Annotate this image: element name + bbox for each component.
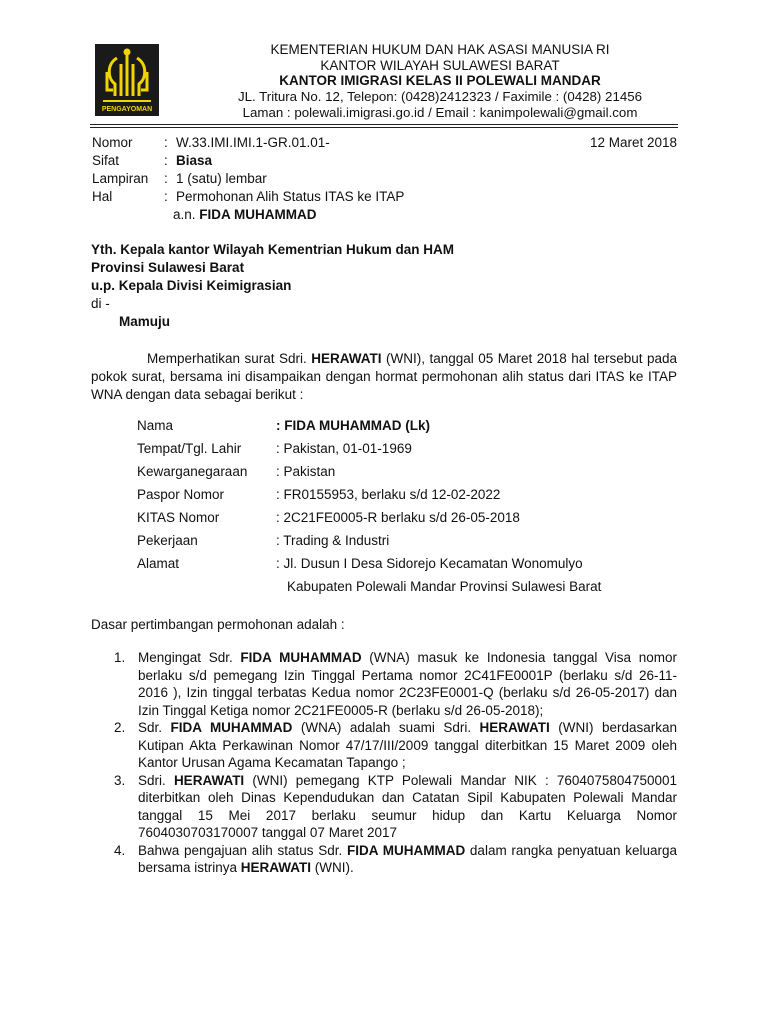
lampiran-label: Lampiran [92, 171, 149, 186]
letterhead-divider-thin [90, 127, 678, 128]
recipient-city: Mamuju [119, 314, 171, 329]
list-text: Mengingat Sdr. [138, 650, 241, 665]
data-value: : FIDA MUHAMMAD (Lk) [276, 418, 430, 433]
bold-name: FIDA MUHAMMAD [347, 842, 466, 858]
recipient-line-2: Provinsi Sulawesi Barat [91, 260, 245, 275]
sifat-label: Sifat [92, 153, 120, 168]
list-number: 1. [114, 650, 126, 665]
data-label: Kewarganegaraan [137, 464, 248, 479]
list-text: dalam rangka penyatuan keluarga bersama istrinya [138, 842, 677, 875]
nomor-label: Nomor [92, 135, 133, 150]
list-number: 4. [114, 842, 126, 858]
sifat-colon: : [164, 153, 168, 168]
letterhead-line-ministry: KEMENTERIAN HUKUM DAN HAK ASASI MANUSIA RI [270, 42, 610, 57]
data-value: : Pakistan [276, 464, 336, 479]
letter-date: 12 Maret 2018 [589, 135, 677, 150]
list-text: (WNI) berdasarkan Kutipan Akta Perkawinan Nomor 47/17/III/2009 tanggal diterbitkan 15 Maret 2009 oleh Kantor Urusan Agama Kecamatan Tapango ; [138, 720, 677, 770]
basis-heading: Dasar pertimbangan permohonan adalah : [91, 617, 345, 632]
letterhead-line-web-email: Laman : polewali.imigrasi.go.id / Email : kanimpolewali@gmail.com [242, 105, 638, 120]
lampiran-colon: : [164, 171, 168, 186]
bold-name: HERAWATI [479, 720, 550, 735]
bold-name: FIDA MUHAMMAD [170, 720, 293, 735]
hal-an-name: FIDA MUHAMMAD [199, 207, 317, 222]
basis-list-item [91, 772, 677, 842]
data-label: Alamat [137, 556, 180, 571]
hal-an [173, 207, 317, 222]
nomor-colon: : [164, 135, 168, 150]
recipient-line-4: di - [91, 296, 110, 311]
data-label: Nama [137, 418, 174, 433]
list-text: (WNA) masuk ke Indonesia tanggal Visa nomor berlaku s/d pemegang Izin Tinggal Pertama nomor 2C41FE0001P (berlaku s/d 26-11-2016 ), Izin tinggal terbatas Kedua nomor 2C23FE0001-Q (berlaku s/d 26-05-2017) dan Izin Tinggal Ketiga nomor 2C21FE0005-R (berlaku s/d 26-05-2018); [138, 650, 677, 718]
letterhead-line-regional-office: KANTOR WILAYAH SULAWESI BARAT [320, 58, 560, 73]
basis-list-item [91, 842, 677, 877]
list-number: 2. [114, 720, 126, 735]
basis-list [91, 649, 677, 877]
hal-an-prefix: a.n. [173, 207, 196, 222]
sifat-value: Biasa [176, 153, 213, 168]
data-value-continued: Kabupaten Polewali Mandar Provinsi Sulawesi Barat [287, 579, 602, 594]
ministry-logo [95, 44, 159, 116]
recipient-line-3: u.p. Kepala Divisi Keimigrasian [91, 278, 292, 293]
list-text: Bahwa pengajuan alih status Sdr. [138, 842, 347, 858]
recipient-line-1: Yth. Kepala kantor Wilayah Kementrian Hukum dan HAM [91, 242, 454, 257]
list-text: (WNI) pemegang KTP Polewali Mandar NIK : 7604075804750001 diterbitkan oleh Dinas Kependudukan dan Catatan Sipil Kabupaten Polewali Mandar tanggal 15 Mei 2017 berlaku seumur hidup dan Kartu Keluarga Nomor 7604030703170007 tanggal 07 Maret 2017 [138, 772, 677, 840]
bold-name: HERAWATI [240, 860, 312, 875]
intro-text-2: (WNI), tanggal 05 Maret 2018 hal tersebut pada pokok surat, bersama ini disampaikan dengan hormat permohonan alih status dari ITAS ke ITAP WNA dengan data sebagai berikut : [91, 351, 677, 402]
list-text: (WNA) adalah suami Sdri. [292, 720, 480, 735]
basis-list-item [91, 649, 677, 719]
list-text: (WNI). [311, 860, 354, 875]
list-text: Sdr. [138, 720, 171, 735]
intro-paragraph [91, 350, 677, 404]
data-label: KITAS Nomor [137, 510, 220, 525]
letterhead-line-office-name: KANTOR IMIGRASI KELAS II POLEWALI MANDAR [279, 73, 601, 88]
hal-label: Hal [92, 189, 113, 204]
svg-text:PENGAYOMAN: PENGAYOMAN [101, 106, 153, 113]
data-label: Pekerjaan [137, 533, 198, 548]
bold-name: FIDA MUHAMMAD [240, 650, 362, 665]
hal-colon: : [164, 189, 168, 204]
lampiran-value: 1 (satu) lembar [176, 171, 267, 186]
hal-value: Permohonan Alih Status ITAS ke ITAP [176, 189, 405, 204]
data-value: : Trading & Industri [276, 533, 390, 548]
data-value: : 2C21FE0005-R berlaku s/d 26-05-2018 [276, 510, 520, 525]
data-label: Tempat/Tgl. Lahir [137, 441, 242, 456]
letterhead-line-address: JL. Tritura No. 12, Telepon: (0428)2412323 / Faximile : (0428) 21456 [237, 89, 643, 104]
data-value: : Pakistan, 01-01-1969 [276, 441, 412, 456]
nomor-value: W.33.IMI.IMI.1-GR.01.01- [176, 135, 330, 150]
letterhead-divider [90, 124, 678, 125]
basis-list-item [91, 719, 677, 772]
bold-name: HERAWATI [173, 772, 245, 788]
data-value: : Jl. Dusun I Desa Sidorejo Kecamatan Wonomulyo [276, 556, 583, 571]
list-text: Sdri. [138, 772, 174, 788]
list-number: 3. [114, 772, 126, 788]
intro-name: HERAWATI [311, 351, 382, 366]
data-value: : FR0155953, berlaku s/d 12-02-2022 [276, 487, 501, 502]
intro-text-1: Memperhatikan surat Sdri. [147, 351, 312, 366]
data-label: Paspor Nomor [137, 487, 225, 502]
